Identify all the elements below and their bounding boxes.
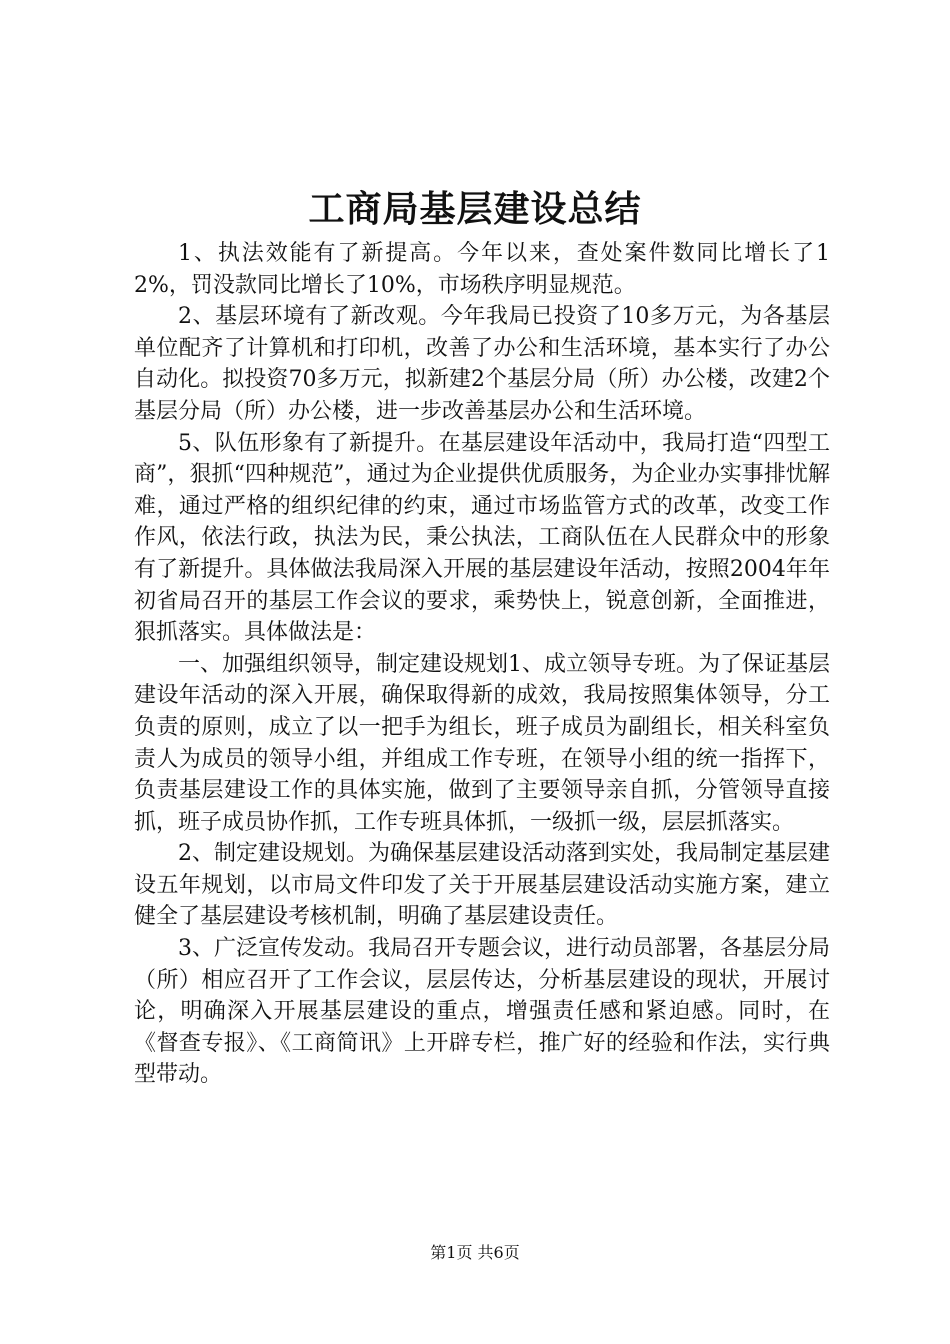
paragraph-team-image: 5、队伍形象有了新提升。在基层建设年活动中，我局打造“四型工商”，狠抓“四种规范”，通过为企业提供优质服务，为企业办实事排忧解难，通过严格的组织纪律的约束，通过市场监管方式的改革，改变工作作风，依法行政，执法为民，秉公执法，工商队伍在人民群众中的形象有了新提升。具体做法我局深入开展的基层建设年活动，按照2004年年初省局召开的基层工作会议的要求，乘势快上，锐意创新，全面推进，狠抓落实。具体做法是：: [134, 430, 830, 646]
paragraph-leadership: 一、加强组织领导，制定建设规划1、成立领导专班。为了保证基层建设年活动的深入开展，确保取得新的成效，我局按照集体领导，分工负责的原则，成立了以一把手为组长，班子成员为副组长，相关科室负责人为成员的领导小组，并组成工作专班，在领导小组的统一指挥下，负责基层建设工作的具体实施，做到了主要领导亲自抓，分管领导直接抓，班子成员协作抓，工作专班具体抓，一级抓一级，层层抓落实。: [134, 651, 830, 835]
paragraph-environment: 2、基层环境有了新改观。今年我局已投资了10多万元，为各基层单位配齐了计算机和打印机，改善了办公和生活环境，基本实行了办公自动化。拟投资70多万元，拟新建2个基层分局（所）办公楼，改建2个基层分局（所）办公楼，进一步改善基层办公和生活环境。: [134, 304, 830, 424]
paragraph-planning: 2、制定建设规划。为确保基层建设活动落到实处，我局制定基层建设五年规划，以市局文件印发了关于开展基层建设活动实施方案，建立健全了基层建设考核机制，明确了基层建设责任。: [134, 841, 830, 930]
paragraph-efficiency: 1、执法效能有了新提高。今年以来，查处案件数同比增长了12%，罚没款同比增长了10%，市场秩序明显规范。: [134, 241, 830, 298]
document-title: 工商局基层建设总结: [308, 188, 642, 230]
page-footer: 第1页 共6页: [430, 1243, 520, 1262]
paragraph-publicity: 3、广泛宣传发动。我局召开专题会议，进行动员部署，各基层分局（所）相应召开了工作会议，层层传达，分析基层建设的现状，开展讨论，明确深入开展基层建设的重点，增强责任感和紧迫感。同时，在《督查专报》、《工商简讯》上开辟专栏，推广好的经验和作法，实行典型带动。: [134, 936, 830, 1088]
document-body: [134, 238, 830, 1091]
